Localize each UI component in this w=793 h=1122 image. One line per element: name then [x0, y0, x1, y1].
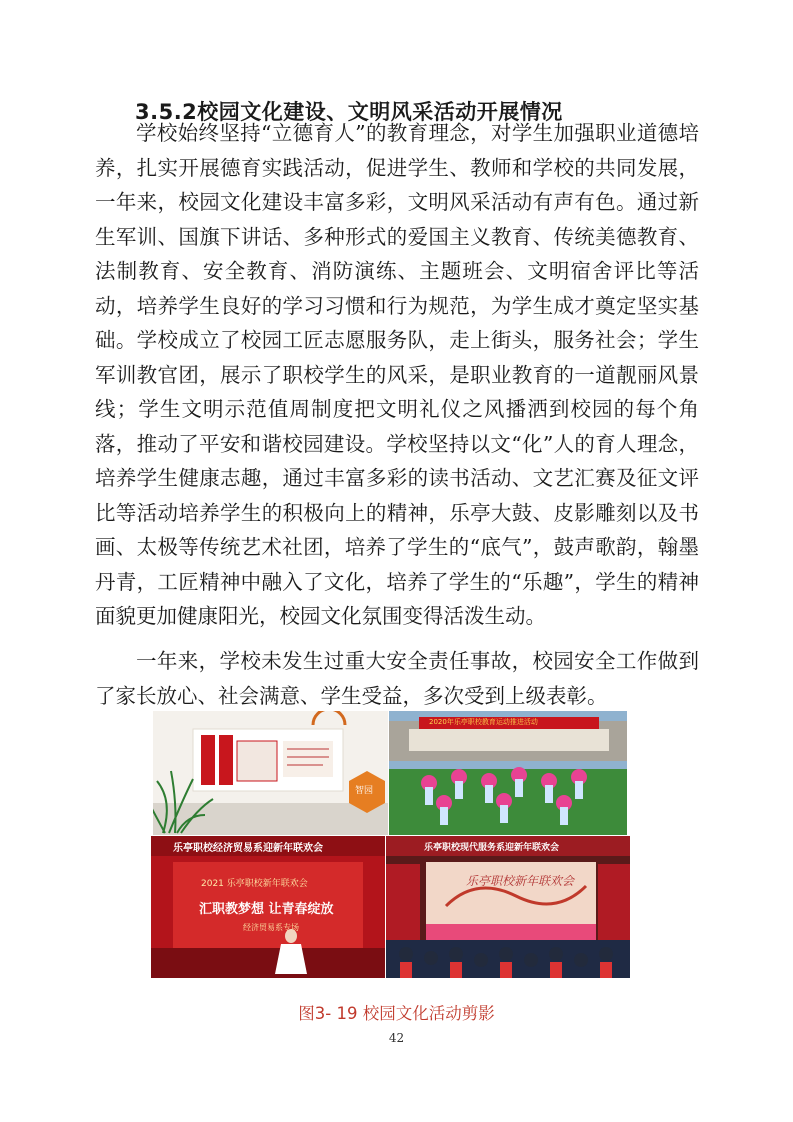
photo3-screen-line1: 2021 乐亭职校新年联欢会 [201, 879, 308, 889]
photo3-banner-text: 乐亭职校经济贸易系迎新年联欢会 [173, 843, 323, 854]
paragraph-safety: 一年来，学校未发生过重大安全责任事故，校园安全工作做到了家长放心、社会满意、学生受益，多次受到上级表彰。 [95, 649, 699, 708]
photo1-plaque-text: 智园 [355, 786, 374, 796]
photo3-screen-line3: 经济贸易系专场 [243, 923, 299, 932]
photo-culture-wall [153, 711, 388, 835]
photo2-banner-text: 2020年乐亭职校教育运动推进活动 [429, 718, 538, 726]
figure-caption: 图3- 19 校园文化活动剪影 [298, 1004, 495, 1023]
paragraph-culture: 学校始终坚持“立德育人”的教育理念，对学生加强职业道德培养，扎实开展德育实践活动，促进学生、教师和学校的共同发展，一年来，校园文化建设丰富多彩，文明风采活动有声有色。通过新生军训、国旗下讲话、多种形式的爱国主义教育、传统美德教育、法制教育、安全教育、消防演练、主题班会、文明宿舍评比等活动，培养学生良好的学习习惯和行为规范，为学生成才奠定坚实基础。学校成立了校园工匠志愿服务队，走上街头，服务社会；学生军训教官团，展示了职校学生的风采，是职业教育的一道靓丽风景线；学生文明示范值周制度把文明礼仪之风播洒到校园的每个角落，推动了平安和谐校园建设。学校坚持以文“化”人的育人理念，培养学生健康志趣，通过丰富多彩的读书活动、文艺汇赛及征文评比等活动培养学生的积极向上的精神，乐亭大鼓、皮影雕刻以及书画、太极等传统艺术社团，培养了学生的“底气”，鼓声歌韵，翰墨丹青，工匠精神中融入了文化，培养了学生的“乐趣”，学生的精神面貌更加健康阳光，校园文化氛围变得活泼生动。 [95, 121, 699, 628]
photo4-screen-text: 乐亭职校新年联欢会 [466, 874, 575, 888]
photo3-screen-line2: 汇职教梦想 让青春绽放 [199, 902, 334, 917]
photo4-banner-text: 乐亭职校现代服务系迎新年联欢会 [424, 843, 560, 853]
photo-economics-party [151, 836, 385, 978]
page-number: 42 [388, 1031, 405, 1045]
photo-service-party [386, 836, 630, 978]
photo-fan-dance [389, 711, 627, 835]
section-heading: 3.5.2校园文化建设、文明风采活动开展情况 [135, 100, 563, 124]
